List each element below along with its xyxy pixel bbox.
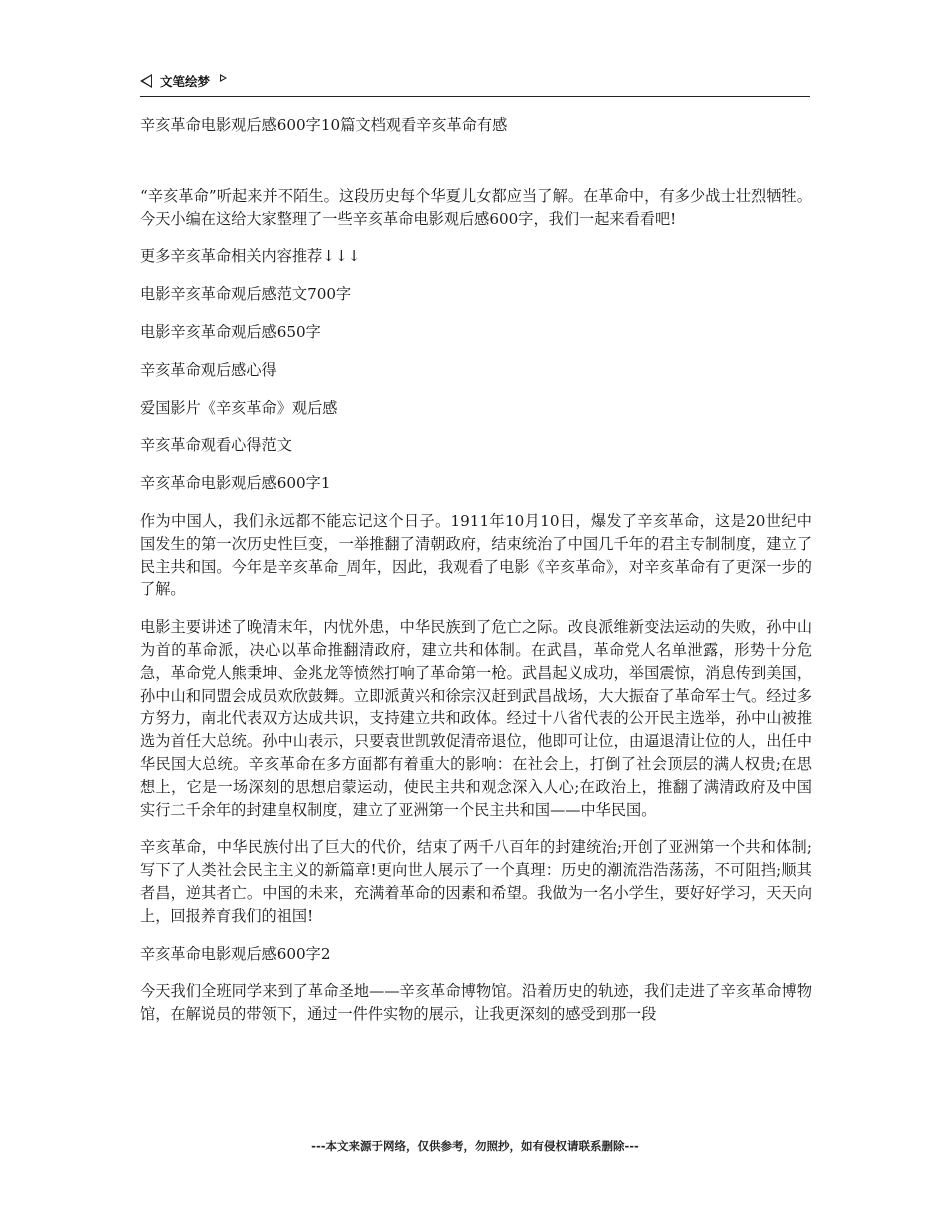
related-link[interactable]: 辛亥革命观看心得范文: [140, 436, 292, 455]
triangle-right-icon: [220, 74, 227, 82]
footer-disclaimer: ---本文来源于网络，仅供参考，勿照抄，如有侵权请联系删除---: [311, 1139, 639, 1153]
triangle-left-icon: [140, 74, 152, 88]
body-paragraph: 电影主要讲述了晚清末年，内忧外患，中华民族到了危亡之际。改良派维新变法运动的失败，孙中山为首的革命派，决心以革命推翻清政府，建立共和体制。在武昌，革命党人名单泄露，形势十分危急，革命党人熊秉坤、金兆龙等愤然打响了革命第一枪。武昌起义成功，举国震惊，消息传到美国，孙中山和同盟会成员欢欣鼓舞。立即派黄兴和徐宗汉赶到武昌战场，大大振奋了革命军士气。经过多方努力，南北代表双方达成共识，支持建立共和政体。经过十八省代表的公开民主选举，孙中山被推选为首任大总统。孙中山表示，只要袁世凯敦促清帝退位，他即可让位，由逼退清让位的人，出任中华民国大总统。辛亥革命在多方面都有着重大的影响：在社会上，打倒了社会顶层的满人权贵;在思想上，它是一场深刻的思想启蒙运动，使民主共和观念深入人心;在政治上，推翻了满清政府及中国实行二千余年的封建皇权制度，建立了亚洲第一个民主共和国——中华民国。: [140, 618, 812, 819]
brand: [140, 70, 810, 92]
body-paragraph: 今天我们全班同学来到了革命圣地——辛亥革命博物馆。沿着历史的轨迹，我们走进了辛亥革命博物馆，在解说员的带领下，通过一件件实物的展示，让我更深刻的感受到那一段: [140, 982, 812, 1024]
document-title: 辛亥革命电影观后感600字10篇文档观看辛亥革命有感: [140, 116, 508, 134]
more-label: 更多辛亥革命相关内容推荐↓↓↓: [140, 247, 361, 266]
related-link[interactable]: 电影辛亥革命观后感范文700字: [140, 285, 352, 304]
section-heading: 辛亥革命电影观后感600字2: [140, 944, 331, 963]
related-link[interactable]: 辛亥革命观后感心得: [140, 360, 277, 379]
page-header: [140, 70, 810, 97]
body-paragraph: 作为中国人，我们永远都不能忘记这个日子。1911年10月10日，爆发了辛亥革命，这是20世纪中国发生的第一次历史性巨变，一举推翻了清朝政府，结束统治了中国几千年的君主专制制度，建立了民主共和国。今年是辛亥革命_周年，因此，我观看了电影《辛亥革命》，对辛亥革命有了更深一步的了解。: [140, 511, 812, 599]
document-body: [140, 114, 812, 1041]
intro-paragraph: “辛亥革命”听起来并不陌生。这段历史每个华夏儿女都应当了解。在革命中，有多少战士壮烈牺牲。今天小编在这给大家整理了一些辛亥革命电影观后感600字，我们一起来看看吧!: [140, 186, 812, 228]
section-heading: 辛亥革命电影观后感600字1: [140, 474, 331, 493]
brand-name: 文笔绘梦: [160, 74, 211, 89]
related-link[interactable]: 爱国影片《辛亥革命》观后感: [140, 398, 338, 417]
body-paragraph: 辛亥革命，中华民族付出了巨大的代价，结束了两千八百年的封建统治;开创了亚洲第一个共和体制;写下了人类社会民主主义的新篇章!更向世人展示了一个真理：历史的潮流浩浩荡荡，不可阻挡;顺其者昌，逆其者亡。中国的未来，充满着革命的因素和希望。我做为一名小学生，要好好学习，天天向上，回报养育我们的祖国!: [140, 838, 812, 925]
related-link[interactable]: 电影辛亥革命观后感650字: [140, 322, 321, 341]
